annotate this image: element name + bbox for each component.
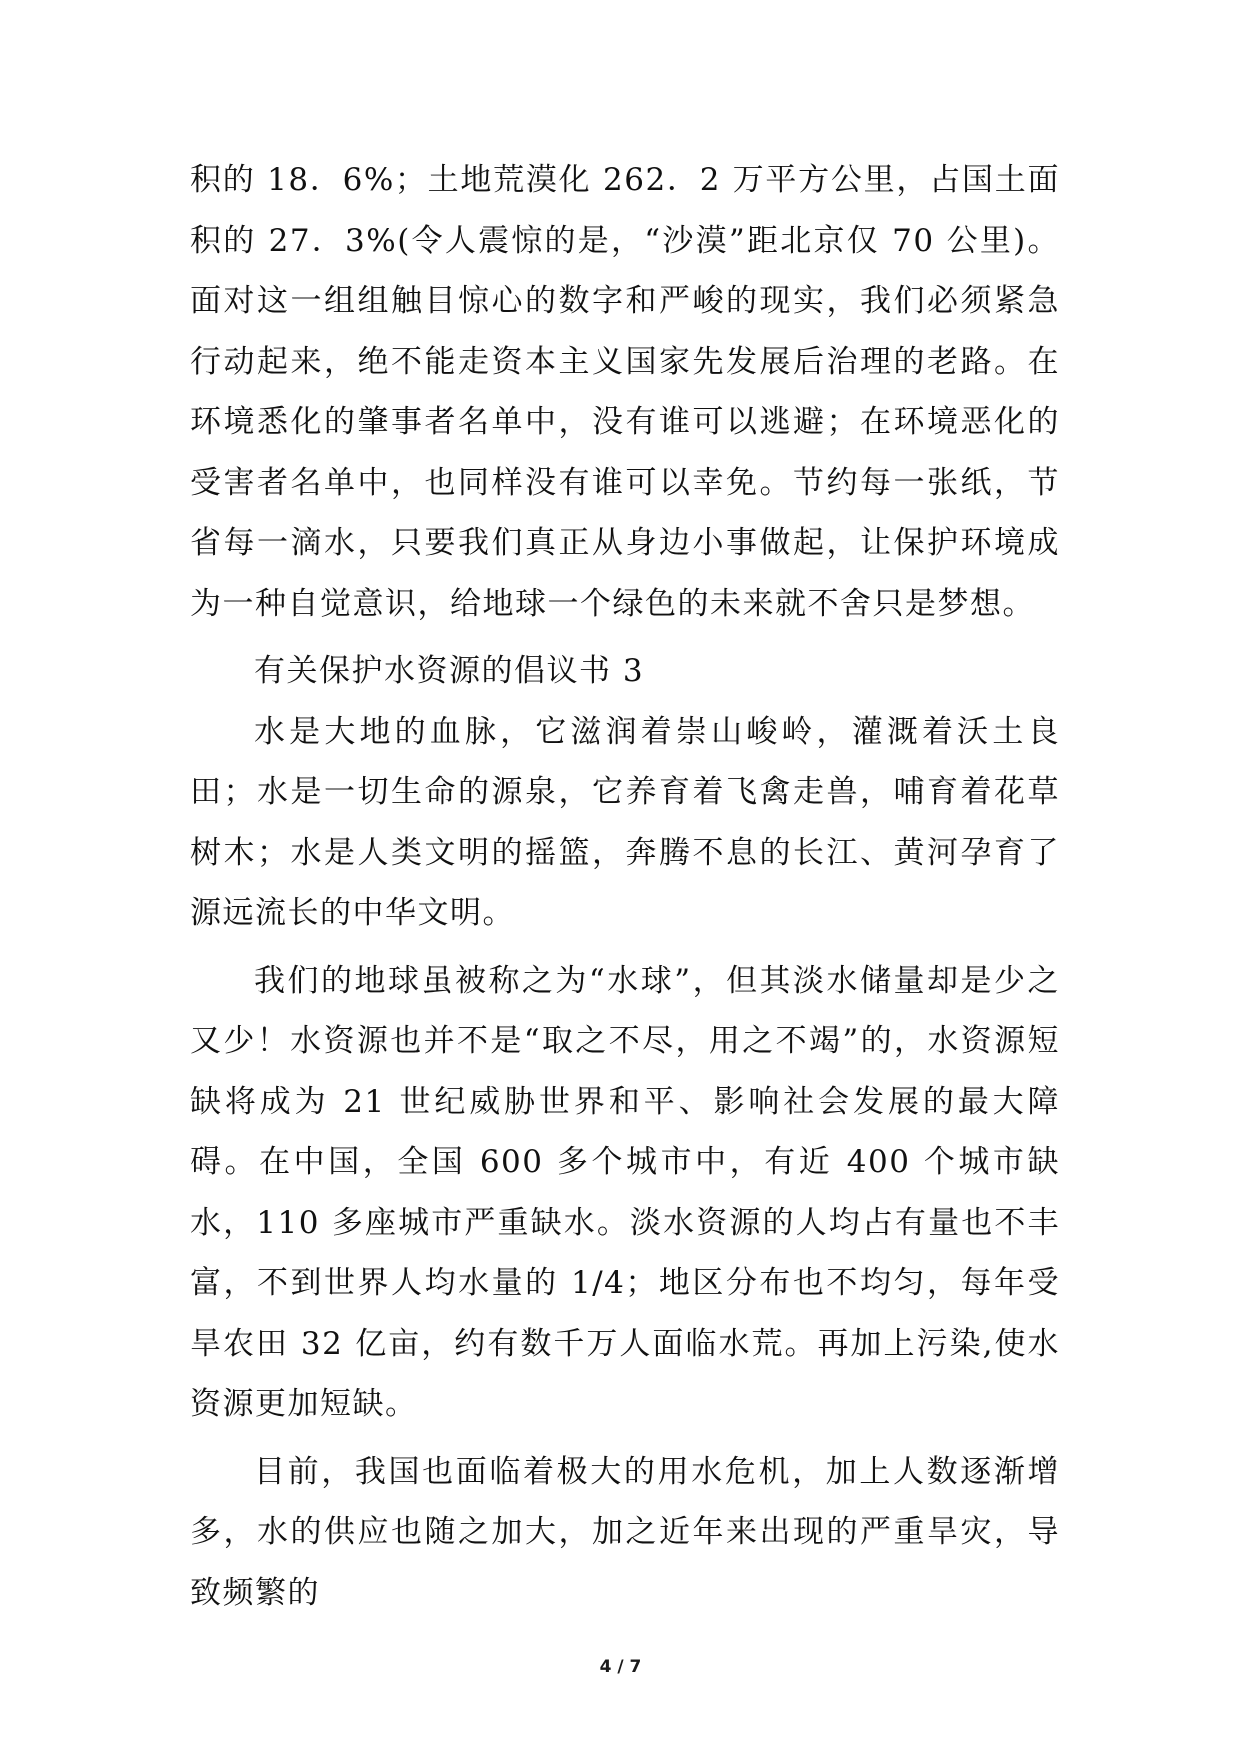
paragraph-water-importance: 水是大地的血脉，它滋润着崇山峻岭，灌溉着沃土良田；水是一切生命的源泉，它养育着飞禽走兽，哺育着花草树木；水是人类文明的摇篮，奔腾不息的长江、黄河孕育了源远流长的中华文明。: [190, 713, 1060, 931]
paragraph-water-crisis: 目前，我国也面临着极大的用水危机，加上人数逐渐增多，水的供应也随之加大，加之近年来出现的严重旱灾，导致频繁的: [190, 1453, 1060, 1611]
page-number: 4 / 7: [599, 1657, 642, 1677]
paragraph-water-shortage: 我们的地球虽被称之为“水球”，但其淡水储量却是少之又少！水资源也并不是“取之不尽，用之不竭”的，水资源短缺将成为 21 世纪威胁世界和平、影响社会发展的最大障碍。在中国，全国 600 多个城市中，有近 400 个城市缺水，110 多座城市严重缺水。淡水资源的人均占有量也不丰富，不到世界人均水量的 1/4；地区分布也不均匀，每年受旱农田 32 亿亩，约有数千万人面临水荒。再加上污染,使水资源更加短缺。: [190, 962, 1060, 1422]
section-heading: 有关保护水资源的倡议书 3: [254, 653, 645, 689]
paragraph-statistics-conclusion: 积的 18．6%；土地荒漠化 262．2 万平方公里，占国土面积的 27．3%(令人震惊的是，“沙漠”距北京仅 70 公里)。面对这一组组触目惊心的数字和严峻的现实，我们必须紧急行动起来，绝不能走资本主义国家先发展后治理的老路。在环境悉化的肇事者名单中，没有谁可以逃避；在环境恶化的受害者名单中，也同样没有谁可以幸免。节约每一张纸，节省每一滴水，只要我们真正从身边小事做起，让保护环境成为一种自觉意识，给地球一个绿色的未来就不舍只是梦想。: [190, 162, 1060, 622]
document-body: [190, 150, 1060, 1623]
